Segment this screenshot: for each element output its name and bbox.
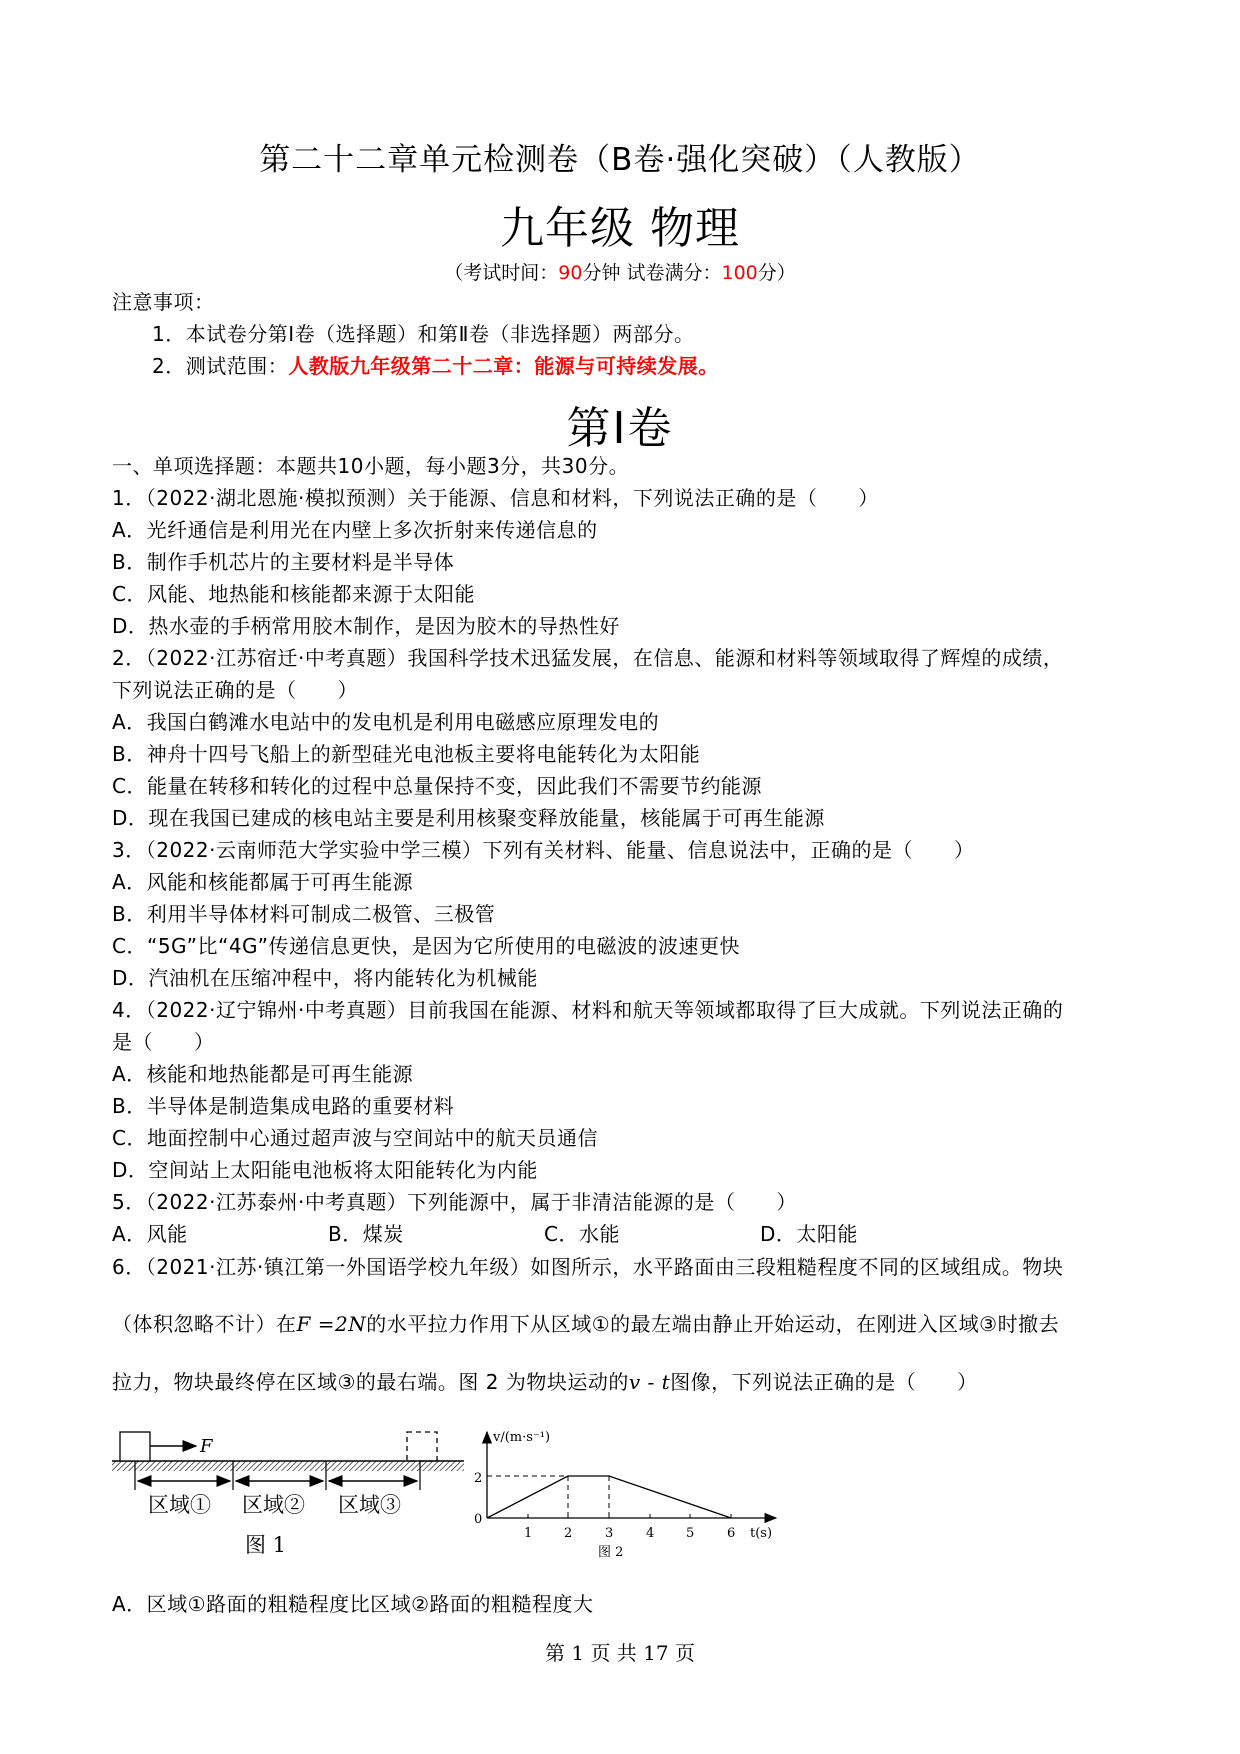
x-tick-2: 2 [564,1526,573,1541]
document-subtitle: 九年级 物理 [500,203,740,254]
question-6-text: 图像，下列说法正确的是（ ） [670,1370,978,1394]
question-5-option-c[interactable]: C．水能 [544,1222,620,1246]
question-5-option-a[interactable]: A．风能 [112,1222,188,1246]
question-1-option-a[interactable]: A．光纤通信是利用光在内壁上多次折射来传递信息的 [112,518,598,542]
question-3-option-a[interactable]: A．风能和核能都属于可再生能源 [112,870,414,894]
figure-2-caption: 图 2 [598,1545,624,1560]
exam-time: 90 [558,262,583,284]
question-2-option-d[interactable]: D．现在我国已建成的核电站主要是利用核聚变释放能量，核能属于可再生能源 [112,806,825,830]
x-tick-4: 4 [646,1526,655,1541]
test-scope: 人教版九年级第二十二章：能源与可持续发展。 [288,354,719,378]
page-footer: 第 1 页 共 17 页 [545,1641,695,1665]
exam-info [0,258,1240,285]
question-4-option-a[interactable]: A．核能和地热能都是可再生能源 [112,1062,414,1086]
block-icon [120,1432,150,1461]
zone-1-label: 区域① [148,1493,211,1517]
question-4-option-d[interactable]: D．空间站上太阳能电池板将太阳能转化为内能 [112,1158,538,1182]
force-label: F [200,1436,213,1457]
exam-info-prefix: （考试时间： [444,262,559,284]
exam-score-unit: 分） [757,262,796,284]
x-tick-3: 3 [605,1526,614,1541]
question-5-option-b[interactable]: B．煤炭 [328,1222,404,1246]
question-3-option-b[interactable]: B．利用半导体材料可制成二极管、三极管 [112,902,496,926]
figure-1-caption: 图 1 [245,1533,287,1557]
zone-3-label: 区域③ [338,1493,401,1517]
question-1-option-b[interactable]: B．制作手机芯片的主要材料是半导体 [112,550,455,574]
question-5-options [112,1218,858,1250]
question-6-text: （体积忽略不计）在 [112,1312,297,1336]
notes-item-2 [152,350,719,382]
x-tick-5: 5 [686,1526,695,1541]
question-6-text: 拉力，物块最终停在区域③的最右端。图 2 为物块运动的 [112,1370,629,1394]
question-2-stem: 2．（2022·江苏宿迁·中考真题）我国科学技术迅猛发展，在信息、能源和材料等领域取得了辉煌的成绩， [112,646,1064,670]
notes-heading: 注意事项： [112,290,215,314]
notes-item-1: 1．本试卷分第Ⅰ卷（选择题）和第Ⅱ卷（非选择题）两部分。 [152,322,695,346]
question-6-option-a[interactable]: A．区域①路面的粗糙程度比区域②路面的粗糙程度大 [112,1592,594,1616]
question-2-option-a[interactable]: A．我国白鹤滩水电站中的发电机是利用电磁感应原理发电的 [112,710,660,734]
question-6-stem: 6．（2021·江苏·镇江第一外国语学校九年级）如图所示，水平路面由三段粗糙程度不同的区域组成。物块 [112,1255,1064,1279]
figure-1-diagram [100,1420,470,1570]
final-position-icon [407,1432,437,1461]
exam-time-unit: 分钟 试卷满分： [582,262,722,284]
x-tick-6: 6 [727,1526,736,1541]
figure-2-vt-chart [460,1410,790,1570]
question-2-option-b[interactable]: B．神舟十四号飞船上的新型硅光电池板主要将电能转化为太阳能 [112,742,701,766]
question-3-option-d[interactable]: D．汽油机在压缩冲程中，将内能转化为机械能 [112,966,538,990]
section-heading: 一、单项选择题：本题共10小题，每小题3分，共30分。 [112,454,630,478]
question-5-option-d[interactable]: D．太阳能 [760,1222,858,1246]
origin-label: 0 [474,1512,483,1527]
question-1-option-c[interactable]: C．风能、地热能和核能都来源于太阳能 [112,582,475,606]
question-3-stem: 3．（2022·云南师范大学实验中学三模）下列有关材料、能量、信息说法中，正确的是（ ） [112,838,975,862]
question-3-option-c[interactable]: C．“5G”比“4G”传递信息更快，是因为它所使用的电磁波的波速更快 [112,934,740,958]
question-6-text: 的水平拉力作用下从区域①的最左端由静止开始运动，在刚进入区域③时撤去 [366,1312,1060,1336]
vt-formula: v - t [628,1370,671,1394]
question-2-stem-cont: 下列说法正确的是（ ） [112,678,358,702]
question-5-stem: 5．（2022·江苏泰州·中考真题）下列能源中，属于非清洁能源的是（ ） [112,1190,797,1214]
question-4-option-b[interactable]: B．半导体是制造集成电路的重要材料 [112,1094,455,1118]
question-6-stem-line2 [112,1308,1059,1340]
question-6-stem-line3 [112,1366,978,1398]
question-1-option-d[interactable]: D．热水壶的手柄常用胶木制作，是因为胶木的导热性好 [112,614,620,638]
x-tick-1: 1 [524,1526,533,1541]
y-tick-2: 2 [474,1471,483,1486]
question-1-stem: 1．（2022·湖北恩施·模拟预测）关于能源、信息和材料，下列说法正确的是（ ） [112,486,879,510]
question-4-stem: 4．（2022·辽宁锦州·中考真题）目前我国在能源、材料和航天等领域都取得了巨大成就。下列说法正确的 [112,998,1064,1022]
question-2-option-c[interactable]: C．能量在转移和转化的过程中总量保持不变，因此我们不需要节约能源 [112,774,762,798]
notes-item-2-prefix: 2．测试范围： [152,354,289,378]
volume-title: 第Ⅰ卷 [566,403,674,454]
exam-score: 100 [721,262,758,284]
question-4-stem-cont: 是（ ） [112,1030,215,1054]
question-4-option-c[interactable]: C．地面控制中心通过超声波与空间站中的航天员通信 [112,1126,598,1150]
zone-2-label: 区域② [242,1493,305,1517]
force-formula: F =2N [296,1312,367,1336]
document-title: 第二十二章单元检测卷（B卷·强化突破）（人教版） [259,142,981,178]
y-axis-label: v/(m·s⁻¹) [493,1430,551,1445]
x-axis-label: t(s) [750,1526,773,1541]
